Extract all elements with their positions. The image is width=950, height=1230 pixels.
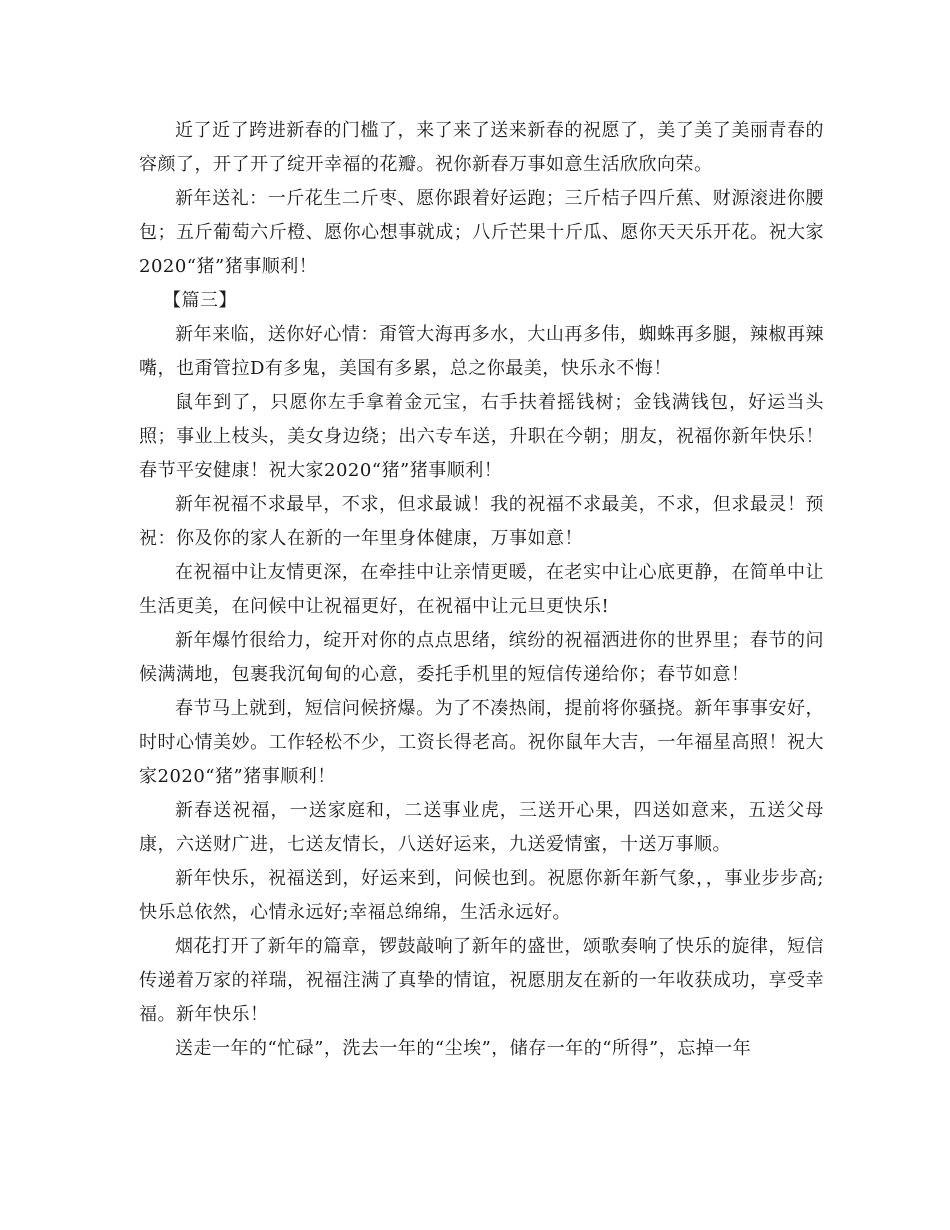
paragraph: 送走一年的“忙碌”，洗去一年的“尘埃”，储存一年的“所得”，忘掉一年 — [175, 1038, 752, 1059]
paragraph: 烟花打开了新年的篇章，锣鼓敲响了新年的盛世，颂歌奏响了快乐的旋律，短信传递着万家的祥瑞，祝福注满了真挚的情谊，祝愿朋友在新的一年收获成功，享受幸福。新年快乐！ — [139, 936, 824, 1025]
section-heading: 【篇三】 — [163, 290, 237, 311]
paragraph: 新年快乐，祝福送到，好运来到，问候也到。祝愿你新年新气象，，事业步步高;快乐总依然，心情永远好;幸福总绵绵，生活永远好。 — [139, 868, 824, 923]
paragraph: 鼠年到了，只愿你左手拿着金元宝，右手扶着摇钱树；金钱满钱包，好运当头照；事业上枝头，美女身边绕；出六专车送，升职在今朝；朋友，祝福你新年快乐！春节平安健康！祝大家2020“猪”猪事顺利！ — [139, 392, 824, 481]
paragraph: 新年祝福不求最早，不求，但求最诚！我的祝福不求最美，不求，但求最灵！预祝：你及你的家人在新的一年里身体健康，万事如意！ — [139, 494, 824, 549]
paragraph: 在祝福中让友情更深，在牵挂中让亲情更暖，在老实中让心底更静，在简单中让生活更美，在问候中让祝福更好，在祝福中让元旦更快乐! — [139, 562, 824, 617]
document-body — [139, 114, 824, 1066]
paragraph: 新年来临，送你好心情：甭管大海再多水，大山再多伟，蜘蛛再多腿，辣椒再辣嘴，也甭管拉D有多鬼，美国有多累，总之你最美，快乐永不悔！ — [139, 324, 824, 379]
paragraph: 新春送祝福，一送家庭和，二送事业虎，三送开心果，四送如意来，五送父母康，六送财广进，七送友情长，八送好运来，九送爱情蜜，十送万事顺。 — [139, 800, 824, 855]
paragraph: 新年爆竹很给力，绽开对你的点点思绪，缤纷的祝福洒进你的世界里；春节的问候满满地，包裹我沉甸甸的心意，委托手机里的短信传递给你；春节如意！ — [139, 630, 824, 685]
paragraph: 新年送礼：一斤花生二斤枣、愿你跟着好运跑；三斤桔子四斤蕉、财源滚进你腰包；五斤葡萄六斤橙、愿你心想事就成；八斤芒果十斤瓜、愿你天天乐开花。祝大家2020“猪”猪事顺利！ — [139, 188, 824, 277]
paragraph: 春节马上就到，短信问候挤爆。为了不凑热闹，提前将你骚挠。新年事事安好，时时心情美妙。工作轻松不少，工资长得老高。祝你鼠年大吉，一年福星高照！祝大家2020“猪”猪事顺利！ — [139, 698, 824, 787]
paragraph: 近了近了跨进新春的门槛了，来了来了送来新春的祝愿了，美了美了美丽青春的容颜了，开了开了绽开幸福的花瓣。祝你新春万事如意生活欣欣向荣。 — [139, 120, 824, 175]
